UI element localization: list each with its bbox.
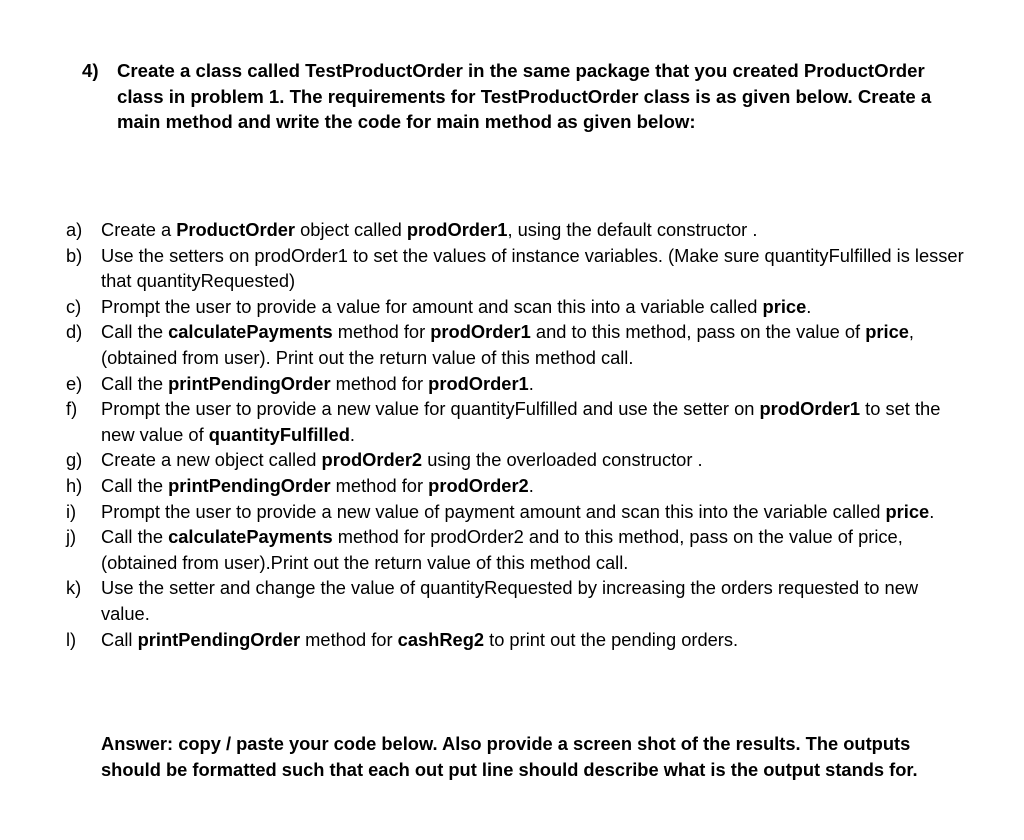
text-run: Create a bbox=[101, 219, 177, 240]
list-marker: i) bbox=[66, 500, 77, 522]
text-run: Call the bbox=[101, 526, 169, 548]
text-run: and to this method, pass on the value of bbox=[530, 321, 866, 343]
list-marker: a) bbox=[66, 219, 83, 240]
text-run: method for bbox=[330, 372, 429, 394]
text-run: . bbox=[349, 423, 355, 445]
bold-term: cashReg2 bbox=[397, 628, 485, 650]
text-run: Use the setter and change the value of quantityRequested by increasing the orders requested to new value. bbox=[101, 577, 919, 624]
list-item bbox=[66, 473, 966, 499]
list-marker: j) bbox=[66, 526, 77, 548]
text-run: . bbox=[528, 474, 534, 496]
bold-term: prodOrder2 bbox=[428, 474, 529, 496]
list-item-text bbox=[101, 371, 966, 397]
text-run: method for bbox=[330, 474, 429, 496]
bold-term: calculatePayments bbox=[168, 526, 333, 548]
list-item bbox=[66, 243, 966, 294]
list-item-text bbox=[101, 217, 966, 243]
list-marker: b) bbox=[66, 244, 83, 266]
text-run: Call bbox=[101, 628, 138, 650]
bold-term: prodOrder1 bbox=[759, 398, 861, 420]
text-run: to set the new value of bbox=[101, 398, 941, 445]
list-item bbox=[66, 499, 966, 525]
question-text: Create a class called TestProductOrder in the same package that you created ProductOrder class in problem 1. The requirements for TestProductOrder class is as given below. Create a main method and write the code for main method as given below: bbox=[117, 60, 932, 132]
bold-term: price bbox=[885, 500, 930, 522]
text-run: method for bbox=[332, 321, 431, 343]
list-item-text bbox=[101, 243, 966, 294]
bold-term: price bbox=[865, 321, 909, 343]
list-item-text bbox=[101, 499, 966, 525]
text-run: , (obtained from user). Print out the return value of this method call. bbox=[101, 321, 914, 368]
bold-term: prodOrder2 bbox=[321, 449, 423, 471]
list-item bbox=[66, 294, 966, 320]
list-item-text bbox=[101, 575, 966, 626]
text-run: method for prodOrder2 and to this method, pass on the value of price, (obtained from user).Print out the return value of this method call. bbox=[101, 526, 903, 573]
answer-instructions: Answer: copy / paste your code below. Also provide a screen shot of the results. The outputs should be formatted such that each out put line should describe what is the output stands for. bbox=[101, 733, 918, 780]
text-run: Create a new object called bbox=[101, 449, 322, 471]
list-item-text bbox=[101, 524, 966, 575]
bold-term: prodOrder1 bbox=[406, 219, 508, 240]
list-item bbox=[66, 396, 966, 447]
text-run: Call the bbox=[101, 321, 169, 343]
text-run: using the overloaded constructor . bbox=[422, 449, 703, 471]
text-run: , using the default constructor . bbox=[507, 219, 758, 240]
bold-term: prodOrder1 bbox=[430, 321, 531, 343]
text-run: Call the bbox=[101, 372, 169, 394]
text-run: Prompt the user to provide a value for amount and scan this into a variable called bbox=[101, 295, 763, 317]
list-item-text bbox=[101, 396, 966, 447]
list-item bbox=[66, 319, 966, 370]
bold-term: calculatePayments bbox=[168, 321, 333, 343]
list-marker: h) bbox=[66, 474, 83, 496]
list-marker: e) bbox=[66, 372, 83, 394]
list-item-text bbox=[101, 294, 966, 320]
list-item-text bbox=[101, 473, 966, 499]
bold-term: printPendingOrder bbox=[168, 372, 331, 394]
list-item bbox=[66, 627, 966, 653]
list-item bbox=[66, 217, 966, 243]
text-run: . bbox=[929, 500, 935, 522]
bold-term: price bbox=[762, 295, 807, 317]
list-marker: k) bbox=[66, 577, 82, 599]
list-item-text bbox=[101, 319, 966, 370]
text-run: Prompt the user to provide a new value for quantityFulfilled and use the setter on bbox=[101, 398, 760, 420]
list-item bbox=[66, 524, 966, 575]
text-run: Prompt the user to provide a new value of payment amount and scan this into the variable called bbox=[101, 500, 886, 522]
bold-term: ProductOrder bbox=[176, 219, 296, 240]
bold-term: printPendingOrder bbox=[168, 474, 331, 496]
question-number: 4) bbox=[82, 60, 99, 81]
list-item-text bbox=[101, 447, 966, 473]
text-run: method for bbox=[300, 628, 398, 650]
bold-term: prodOrder1 bbox=[428, 372, 529, 394]
requirements-list bbox=[66, 217, 966, 652]
text-run: object called bbox=[295, 219, 407, 240]
list-marker: c) bbox=[66, 295, 82, 317]
list-item bbox=[66, 575, 966, 626]
list-marker: f) bbox=[66, 398, 78, 420]
text-run: to print out the pending orders. bbox=[484, 628, 739, 650]
bold-term: printPendingOrder bbox=[137, 628, 301, 650]
bold-term: quantityFulfilled bbox=[208, 423, 350, 445]
text-run: . bbox=[528, 372, 534, 394]
list-marker: d) bbox=[66, 321, 83, 343]
text-run: Use the setters on prodOrder1 to set the values of instance variables. (Make sure quantityFulfilled is lesser that quantityRequested) bbox=[101, 244, 964, 292]
list-marker: g) bbox=[66, 449, 83, 471]
text-run: Call the bbox=[101, 474, 169, 496]
list-item-text bbox=[101, 627, 966, 653]
list-item bbox=[66, 447, 966, 473]
list-item bbox=[66, 371, 966, 397]
list-marker: l) bbox=[66, 628, 77, 650]
text-run: . bbox=[806, 295, 812, 317]
